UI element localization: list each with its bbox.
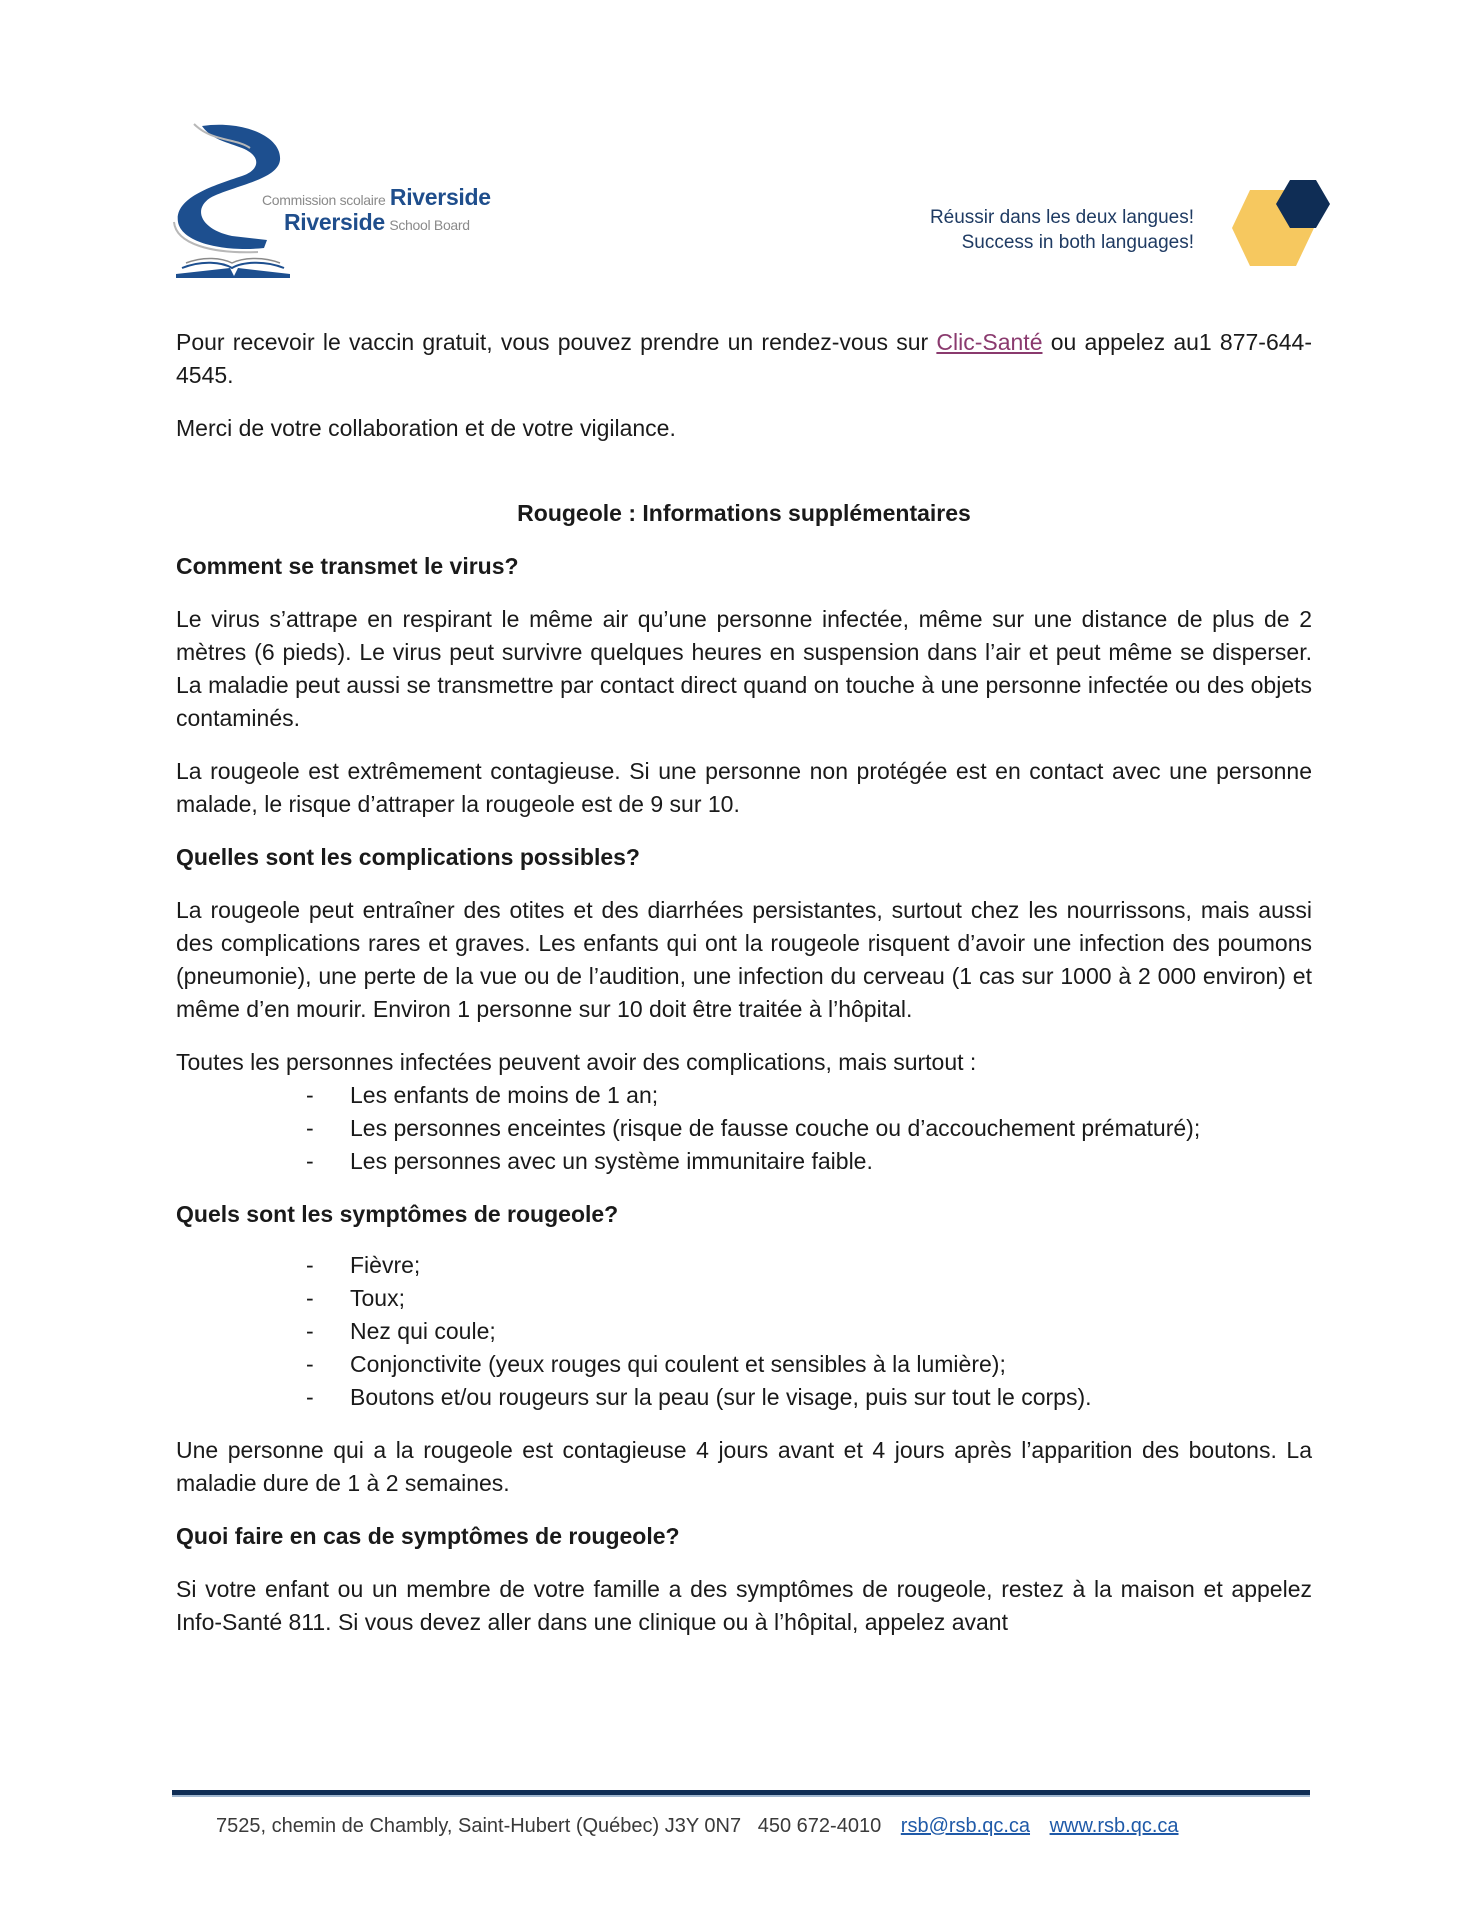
tagline bbox=[930, 205, 1194, 255]
list-item: - Conjonctivite (yeux rouges qui coulent et sensibles à la lumière); bbox=[306, 1351, 1006, 1377]
list-item: - Les personnes avec un système immunitaire faible. bbox=[306, 1148, 873, 1174]
list-item: - Boutons et/ou rougeurs sur la peau (sur le visage, puis sur tout le corps). bbox=[306, 1384, 1092, 1410]
heading-what-to-do: Quoi faire en cas de symptômes de rougeole? bbox=[176, 1523, 680, 1549]
clic-sante-link[interactable]: Clic-Santé bbox=[936, 329, 1043, 355]
hexagons-icon bbox=[1232, 178, 1350, 278]
tagline-french: Réussir dans les deux langues! bbox=[929, 207, 1194, 228]
footer-website-link[interactable]: www.rsb.qc.ca bbox=[1049, 1815, 1179, 1837]
heading-transmission: Comment se transmet le virus? bbox=[176, 553, 519, 579]
what-to-do-paragraph: Si votre enfant ou un membre de votre famille a des symptômes de rougeole, restez à la maison et appelez Info-Santé 811. Si vous devez aller dans une clinique ou à l’hôpital, appelez avant bbox=[176, 1576, 1312, 1635]
logo-text-riverside-en: Riverside bbox=[284, 209, 385, 235]
logo-text-riverside-fr: Riverside bbox=[389, 184, 491, 210]
contagious-paragraph: Une personne qui a la rougeole est contagieuse 4 jours avant et 4 jours après l’apparition des boutons. La maladie dure de 1 à 2 semaines. bbox=[176, 1437, 1312, 1496]
tagline-english: Success in both languages! bbox=[961, 232, 1194, 253]
at-risk-list bbox=[176, 1079, 1312, 1178]
document-body bbox=[176, 326, 1312, 1639]
complications-paragraph-2: Toutes les personnes infectées peuvent avoir des complications, mais surtout : bbox=[176, 1049, 977, 1075]
logo-text-commission: Commission scolaire bbox=[262, 192, 386, 208]
list-item: - Les personnes enceintes (risque de fausse couche ou d’accouchement prématuré); bbox=[306, 1115, 1201, 1141]
footer-email-link[interactable]: rsb@rsb.qc.ca bbox=[900, 1815, 1031, 1837]
symptoms-list bbox=[176, 1249, 1312, 1414]
school-board-logo bbox=[172, 118, 512, 288]
footer bbox=[216, 1815, 1179, 1838]
section-title: Rougeole : Informations supplémentaires bbox=[517, 500, 971, 526]
transmission-paragraph-2: La rougeole est extrêmement contagieuse. Si une personne non protégée est en contact avec une personne malade, le risque d’attraper la rougeole est de 9 sur 10. bbox=[176, 758, 1312, 817]
thanks-paragraph: Merci de votre collaboration et de votre vigilance. bbox=[176, 415, 676, 441]
transmission-paragraph-1: Le virus s’attrape en respirant le même air qu’une personne infectée, même sur une distance de plus de 2 mètres (6 pieds). Le virus peut survivre quelques heures en suspension dans l’air et peut même se disperser. La maladie peut aussi se transmettre par contact direct quand on touche à une personne infectée ou des objets contaminés. bbox=[176, 606, 1312, 731]
list-item: - Nez qui coule; bbox=[306, 1318, 496, 1344]
footer-divider-accent bbox=[172, 1795, 1310, 1797]
list-item: - Fièvre; bbox=[306, 1252, 421, 1278]
list-item: - Toux; bbox=[306, 1285, 405, 1311]
heading-complications: Quelles sont les complications possibles? bbox=[176, 844, 640, 870]
heading-symptoms: Quels sont les symptômes de rougeole? bbox=[176, 1201, 619, 1227]
vaccine-paragraph: Pour recevoir le vaccin gratuit, vous pouvez prendre un rendez-vous sur Clic-Santé ou appelez au1 877-644-4545. bbox=[176, 329, 1312, 388]
complications-paragraph-1: La rougeole peut entraîner des otites et des diarrhées persistantes, surtout chez les nourrissons, mais aussi des complications rares et graves. Les enfants qui ont la rougeole risquent d’avoir une infection des poumons (pneumonie), une perte de la vue ou de l’audition, une infection du cerveau (1 cas sur 1000 à 2 000 environ) et même d’en mourir. Environ 1 personne sur 10 doit être traitée à l’hôpital. bbox=[176, 897, 1312, 1022]
logo-text-school-board: School Board bbox=[389, 217, 470, 233]
list-item: - Les enfants de moins de 1 an; bbox=[306, 1082, 659, 1108]
footer-address: 7525, chemin de Chambly, Saint-Hubert (Québec) J3Y 0N7 450 672-4010 bbox=[216, 1815, 882, 1837]
logo-wordmark bbox=[262, 186, 491, 234]
